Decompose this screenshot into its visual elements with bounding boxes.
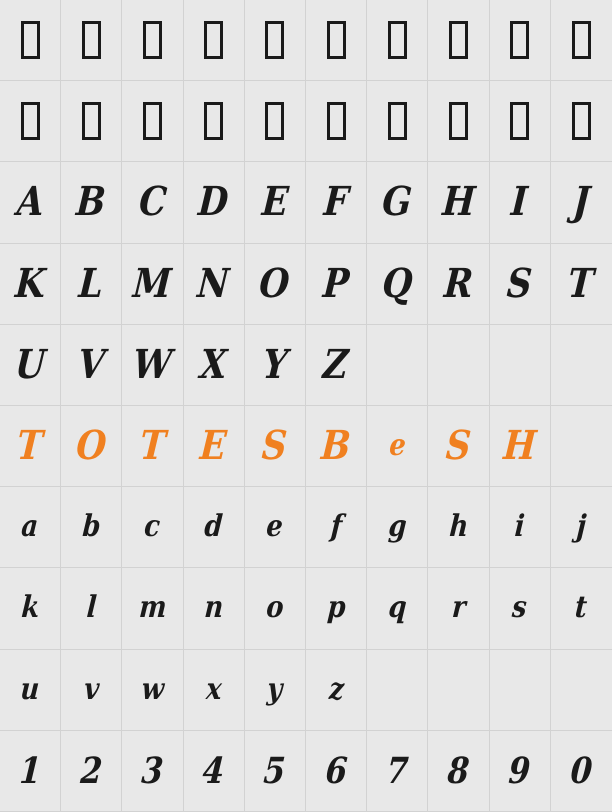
glyph-character: e	[387, 428, 407, 464]
glyph-cell[interactable]	[184, 650, 245, 731]
glyph-cell[interactable]	[245, 487, 306, 568]
glyph-character: Z	[321, 340, 351, 388]
glyph-character: L	[77, 259, 106, 307]
notdef-box-icon	[21, 102, 40, 140]
glyph-cell[interactable]	[184, 162, 245, 243]
glyph-cell[interactable]	[367, 81, 428, 162]
glyph-character: h	[447, 509, 470, 545]
glyph-cell[interactable]	[367, 731, 428, 812]
notdef-box-icon	[21, 21, 40, 59]
glyph-character: 9	[507, 749, 532, 792]
glyph-cell[interactable]	[245, 406, 306, 487]
glyph-cell[interactable]	[490, 406, 551, 487]
glyph-cell[interactable]	[245, 0, 306, 81]
glyph-cell[interactable]	[122, 0, 183, 81]
glyph-character: n	[203, 590, 225, 626]
glyph-cell[interactable]	[184, 487, 245, 568]
glyph-cell[interactable]	[428, 0, 489, 81]
glyph-cell[interactable]	[306, 244, 367, 325]
glyph-character: 2	[79, 749, 104, 792]
notdef-box-icon	[572, 102, 591, 140]
glyph-cell[interactable]	[245, 650, 306, 731]
glyph-cell[interactable]	[306, 568, 367, 649]
glyph-cell[interactable]	[122, 81, 183, 162]
notdef-box-icon	[388, 102, 407, 140]
glyph-cell[interactable]	[184, 731, 245, 812]
glyph-cell[interactable]	[122, 487, 183, 568]
glyph-cell[interactable]	[245, 568, 306, 649]
glyph-cell[interactable]	[0, 650, 61, 731]
glyph-cell[interactable]	[61, 568, 122, 649]
notdef-box-icon	[265, 102, 284, 140]
notdef-box-icon	[327, 102, 346, 140]
glyph-character: S	[260, 422, 289, 470]
glyph-cell[interactable]	[490, 325, 551, 406]
glyph-cell[interactable]	[0, 162, 61, 243]
glyph-cell[interactable]	[428, 406, 489, 487]
glyph-cell[interactable]	[551, 162, 612, 243]
glyph-cell[interactable]	[551, 650, 612, 731]
glyph-character: B	[319, 422, 353, 470]
glyph-character: E	[198, 422, 229, 470]
glyph-cell[interactable]	[0, 0, 61, 81]
glyph-cell[interactable]	[490, 650, 551, 731]
glyph-cell[interactable]	[367, 650, 428, 731]
glyph-character: E	[260, 178, 290, 226]
glyph-cell[interactable]	[490, 487, 551, 568]
glyph-cell[interactable]	[61, 731, 122, 812]
glyph-character: R	[442, 259, 475, 307]
glyph-cell[interactable]	[245, 244, 306, 325]
glyph-cell[interactable]	[184, 325, 245, 406]
notdef-box-icon	[204, 21, 223, 59]
glyph-cell[interactable]	[306, 325, 367, 406]
glyph-cell[interactable]	[61, 650, 122, 731]
glyph-cell[interactable]	[0, 487, 61, 568]
glyph-character: Q	[380, 259, 414, 307]
glyph-character: k	[19, 590, 41, 626]
glyph-cell[interactable]	[122, 650, 183, 731]
glyph-character: c	[143, 509, 162, 545]
glyph-character: O	[258, 259, 292, 307]
glyph-character: d	[203, 509, 224, 545]
glyph-character: P	[321, 259, 351, 307]
glyph-character: f	[329, 509, 343, 545]
glyph-character: T	[138, 422, 167, 470]
glyph-cell[interactable]	[551, 0, 612, 81]
glyph-cell[interactable]	[428, 568, 489, 649]
glyph-character: w	[140, 671, 165, 707]
glyph-cell[interactable]	[0, 81, 61, 162]
glyph-cell[interactable]	[0, 406, 61, 487]
glyph-character: q	[386, 590, 408, 626]
glyph-character: 0	[569, 749, 594, 792]
glyph-character: 3	[140, 749, 165, 792]
notdef-box-icon	[143, 21, 162, 59]
glyph-character: W	[131, 340, 174, 388]
glyph-cell[interactable]	[184, 244, 245, 325]
glyph-cell[interactable]	[551, 568, 612, 649]
glyph-cell[interactable]	[428, 81, 489, 162]
glyph-cell[interactable]	[122, 731, 183, 812]
glyph-cell[interactable]	[122, 568, 183, 649]
glyph-cell[interactable]	[61, 0, 122, 81]
glyph-cell[interactable]	[184, 81, 245, 162]
notdef-box-icon	[449, 102, 468, 140]
glyph-character: T	[15, 422, 45, 470]
notdef-box-icon	[265, 21, 284, 59]
notdef-box-icon	[204, 102, 223, 140]
glyph-character: 8	[446, 749, 471, 792]
glyph-character: 6	[323, 749, 349, 792]
glyph-character: 7	[384, 749, 410, 792]
glyph-character: U	[13, 340, 47, 388]
glyph-character: r	[450, 590, 467, 626]
glyph-cell[interactable]	[122, 406, 183, 487]
glyph-character: 4	[201, 749, 226, 792]
glyph-cell[interactable]	[367, 244, 428, 325]
glyph-character: g	[386, 509, 408, 545]
glyph-cell[interactable]	[428, 244, 489, 325]
notdef-box-icon	[388, 21, 407, 59]
glyph-character: O	[74, 422, 108, 470]
glyph-cell[interactable]	[428, 731, 489, 812]
notdef-box-icon	[510, 102, 529, 140]
glyph-character: I	[509, 178, 530, 226]
glyph-character: X	[198, 340, 229, 388]
notdef-box-icon	[82, 102, 101, 140]
glyph-cell[interactable]	[490, 0, 551, 81]
glyph-character: K	[13, 259, 47, 307]
glyph-character: F	[322, 178, 350, 226]
glyph-character: T	[566, 259, 596, 307]
glyph-character: A	[15, 178, 46, 226]
glyph-cell[interactable]	[122, 162, 183, 243]
glyph-cell[interactable]	[551, 731, 612, 812]
glyph-cell[interactable]	[184, 0, 245, 81]
notdef-box-icon	[449, 21, 468, 59]
glyph-cell[interactable]	[367, 487, 428, 568]
glyph-cell[interactable]	[551, 244, 612, 325]
glyph-cell[interactable]	[490, 731, 551, 812]
glyph-cell[interactable]	[306, 0, 367, 81]
glyph-cell[interactable]	[551, 325, 612, 406]
glyph-cell[interactable]	[551, 81, 612, 162]
glyph-cell[interactable]	[490, 162, 551, 243]
glyph-character: C	[137, 178, 168, 226]
glyph-cell[interactable]	[0, 244, 61, 325]
glyph-character: x	[204, 671, 223, 707]
glyph-cell[interactable]	[245, 731, 306, 812]
glyph-cell[interactable]	[428, 162, 489, 243]
glyph-cell[interactable]	[61, 162, 122, 243]
glyph-cell[interactable]	[428, 650, 489, 731]
notdef-box-icon	[82, 21, 101, 59]
glyph-cell[interactable]	[245, 81, 306, 162]
glyph-character: H	[440, 178, 477, 226]
glyph-cell[interactable]	[61, 244, 122, 325]
glyph-cell[interactable]	[551, 406, 612, 487]
glyph-character: s	[511, 590, 529, 626]
glyph-cell[interactable]	[122, 325, 183, 406]
glyph-character: G	[380, 178, 414, 226]
glyph-cell[interactable]	[428, 325, 489, 406]
glyph-cell[interactable]	[367, 568, 428, 649]
glyph-character: t	[574, 590, 589, 626]
glyph-character: 5	[262, 749, 288, 792]
glyph-cell[interactable]	[61, 325, 122, 406]
glyph-cell[interactable]	[0, 731, 61, 812]
glyph-character: l	[85, 590, 98, 626]
glyph-cell[interactable]	[184, 568, 245, 649]
glyph-character: m	[137, 590, 168, 626]
notdef-box-icon	[143, 102, 162, 140]
notdef-box-icon	[510, 21, 529, 59]
glyph-cell[interactable]	[61, 406, 122, 487]
glyph-cell[interactable]	[367, 325, 428, 406]
glyph-cell[interactable]	[61, 487, 122, 568]
glyph-character: j	[575, 509, 588, 545]
glyph-cell[interactable]	[122, 244, 183, 325]
glyph-character: B	[75, 178, 108, 226]
glyph-cell[interactable]	[245, 162, 306, 243]
glyph-character: V	[76, 340, 107, 388]
glyph-cell[interactable]	[184, 406, 245, 487]
glyph-cell[interactable]	[490, 568, 551, 649]
glyph-cell[interactable]	[490, 81, 551, 162]
glyph-cell[interactable]	[490, 244, 551, 325]
glyph-character: S	[444, 422, 473, 470]
glyph-character: o	[265, 590, 285, 626]
glyph-character: b	[81, 509, 102, 545]
glyph-cell[interactable]	[61, 81, 122, 162]
glyph-character: 1	[17, 749, 43, 792]
glyph-cell[interactable]	[306, 162, 367, 243]
glyph-cell[interactable]	[245, 325, 306, 406]
glyph-character: z	[327, 671, 345, 707]
glyph-cell[interactable]	[0, 325, 61, 406]
glyph-cell[interactable]	[306, 487, 367, 568]
glyph-character: S	[505, 259, 534, 307]
glyph-character: N	[196, 259, 232, 307]
glyph-character: e	[265, 509, 285, 545]
glyph-cell[interactable]	[306, 406, 367, 487]
glyph-cell[interactable]	[551, 487, 612, 568]
glyph-cell[interactable]	[306, 731, 367, 812]
glyph-cell[interactable]	[0, 568, 61, 649]
glyph-character: p	[325, 590, 347, 626]
glyph-cell[interactable]	[367, 162, 428, 243]
glyph-character: u	[19, 671, 41, 707]
glyph-cell[interactable]	[428, 487, 489, 568]
glyph-character: M	[131, 259, 174, 307]
glyph-cell[interactable]	[367, 406, 428, 487]
glyph-cell[interactable]	[306, 81, 367, 162]
notdef-box-icon	[327, 21, 346, 59]
glyph-character: D	[197, 178, 231, 226]
notdef-box-icon	[572, 21, 591, 59]
glyph-character: v	[82, 671, 101, 707]
glyph-cell[interactable]	[306, 650, 367, 731]
glyph-character: Y	[260, 340, 289, 388]
glyph-character: H	[501, 422, 538, 470]
glyph-cell[interactable]	[367, 0, 428, 81]
glyph-character: y	[266, 671, 284, 707]
glyph-character: i	[513, 509, 526, 545]
glyph-character: a	[20, 509, 40, 545]
glyph-character: J	[571, 178, 592, 226]
